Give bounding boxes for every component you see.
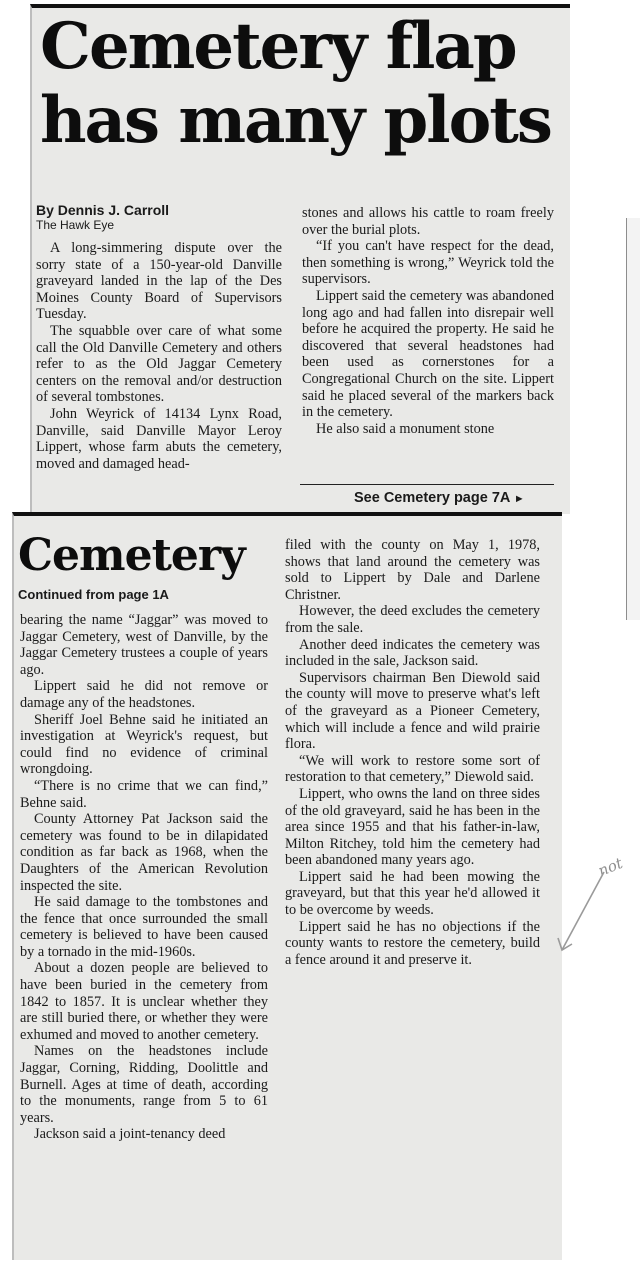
article-column-2: [302, 205, 554, 437]
paragraph: filed with the county on May 1, 1978, shows that land around the cemetery was sold to Lippert by Dale and Darlene Christner.: [285, 537, 540, 603]
paragraph: Another deed indicates the cemetery was included in the sale, Jackson said.: [285, 636, 540, 670]
paragraph: Lippert, who owns the land on three sides of the old graveyard, said he has been in the area since 1955 and that his father-in-law, Milton Ritchey, told him the cemetery had been abandoned many years ago.: [285, 785, 540, 869]
jump-divider: [300, 484, 554, 485]
paragraph: stones and allows his cattle to roam freely over the burial plots.: [302, 205, 554, 238]
headline-line-2: has many plots: [40, 83, 551, 158]
publication-name: The Hawk Eye: [36, 218, 115, 232]
paragraph: He also said a monument stone: [316, 420, 495, 437]
paragraph: County Attorney Pat Jackson said the cemetery was found to be in dilapidated condition as far back as 1968, when the Daughters of the American Revolution inspected the site.: [20, 811, 268, 894]
adjacent-clipping-edge: [626, 218, 640, 620]
paragraph: “If you can't have respect for the dead, then something is wrong,” Weyrick told the supervisors.: [302, 238, 554, 288]
jump-text: See Cemetery page: [354, 490, 488, 506]
byline: By Dennis J. Carroll: [36, 202, 170, 218]
handwritten-arrow-icon: [552, 868, 608, 958]
paragraph: Lippert said he did not remove or damage any of the headstones.: [20, 678, 268, 711]
continued-from-line: Continued from page 1A: [18, 587, 169, 602]
paragraph: Lippert said the cemetery was abandoned long ago and had fallen into disrepair well before he acquired the property. He said he discovered that several headstones had been used as cornerstones for a Congregational Church on the site. Lippert said he placed several of the markers back in the cemetery.: [302, 287, 554, 421]
article-column-3: [20, 612, 268, 1143]
headline: [40, 10, 570, 158]
paragraph: Lippert said he has no objections if the county wants to restore the cemetery, build a fence around it and preserve it.: [285, 918, 540, 968]
continuation-heading: Cemetery: [18, 530, 245, 581]
paragraph: “There is no crime that we can find,” Behne said.: [20, 777, 268, 811]
handwritten-note: not: [595, 854, 626, 880]
paragraph: A long-simmering dispute over the sorry state of a 150-year-old Danville graveyard landed in the lap of the Des Moines County Board of Supervisors Tuesday.: [36, 240, 282, 323]
paragraph: About a dozen people are believed to have been buried in the cemetery from 1842 to 1857. It is unclear whether they are still buried there, or whether they were exhumed and moved to another cemetery.: [20, 960, 268, 1043]
paragraph: He said damage to the tombstones and the fence that once surrounded the small cemetery is believed to have been caused by a tornado in the mid-1960s.: [20, 894, 268, 960]
paragraph: John Weyrick of 14134 Lynx Road, Danville, said Danville Mayor Leroy Lippert, whose farm abuts the cemetery, moved and damaged head-: [36, 405, 282, 472]
paragraph: “We will work to restore some sort of restoration to that cemetery,” Diewold said.: [285, 752, 540, 786]
paragraph: Jackson said a joint-tenancy deed: [34, 1126, 226, 1143]
paragraph: bearing the name “Jaggar” was moved to Jaggar Cemetery, west of Danville, by the Jaggar Cemetery trustees a couple of years ago.: [20, 612, 268, 678]
arrow-right-icon: ►: [513, 493, 525, 505]
jump-line: [354, 490, 525, 506]
paragraph: The squabble over care of what some call the Old Danville Cemetery and others refer to as the Old Jaggar Cemetery centers on the removal and/or destruction of several tombstones.: [36, 322, 282, 406]
article-column-4: [285, 537, 540, 968]
article-column-1: [36, 240, 282, 472]
paragraph: Lippert said he had been mowing the graveyard, but that this year he'd allowed it to be overcome by weeds.: [285, 868, 540, 919]
paragraph: Supervisors chairman Ben Diewold said the county will move to preserve what's left of the graveyard as a Pioneer Cemetery, which will include a fence and wild prairie flora.: [285, 669, 540, 753]
paragraph: Names on the headstones include Jaggar, Corning, Ridding, Doolittle and Burnell. Ages at time of death, according to the monuments, range from 5 to 61 years.: [20, 1043, 268, 1126]
paragraph: Sheriff Joel Behne said he initiated an investigation at Weyrick's request, but could find no evidence of criminal wrongdoing.: [20, 711, 268, 778]
paragraph: However, the deed excludes the cemetery from the sale.: [285, 603, 540, 636]
jump-page: 7A: [491, 490, 510, 506]
headline-line-1: Cemetery flap: [40, 9, 516, 84]
